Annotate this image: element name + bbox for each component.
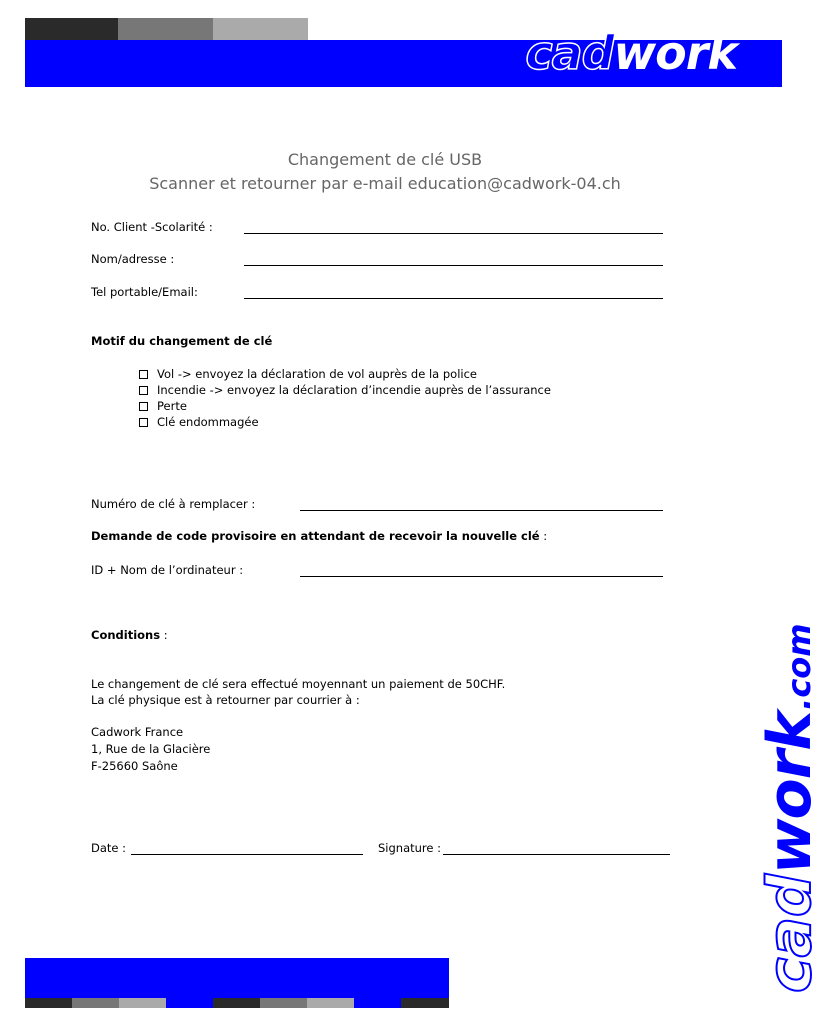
conditions-heading-text: Conditions — [91, 628, 161, 642]
side-logo-work-text: work — [755, 711, 825, 874]
conditions-heading-colon: : — [160, 628, 168, 642]
option-incendie[interactable] — [139, 382, 551, 398]
field-label-client: No. Client -Scolarité : — [91, 220, 213, 234]
option-label: Incendie -> envoyez la déclaration d’incendie auprès de l’assurance — [157, 383, 551, 397]
id-ordinateur-label: ID + Nom de l’ordinateur : — [91, 563, 244, 577]
motif-heading: Motif du changement de clé — [91, 334, 273, 348]
address-street: 1, Rue de la Glacière — [91, 742, 211, 756]
footer-color-strip — [25, 998, 449, 1008]
demande-code-colon: : — [539, 529, 548, 543]
field-label-nom: Nom/adresse : — [91, 252, 175, 266]
field-label-tel: Tel portable/Email: — [91, 285, 198, 299]
strip-segment — [25, 18, 118, 40]
signature-label: Signature : — [378, 841, 442, 855]
logo-cad-text: cad — [525, 26, 614, 80]
option-cle-endommagee[interactable] — [139, 414, 551, 430]
tel-input-line[interactable] — [244, 284, 663, 299]
numero-cle-label: Numéro de clé à remplacer : — [91, 497, 256, 511]
demande-code-label — [91, 528, 547, 544]
option-vol[interactable] — [139, 366, 551, 382]
option-label: Clé endommagée — [157, 415, 259, 429]
date-input-line[interactable] — [131, 840, 363, 855]
footer-banner — [25, 958, 449, 998]
strip-segment — [25, 998, 72, 1008]
option-label: Vol -> envoyez la déclaration de vol auprès de la police — [157, 367, 477, 381]
strip-segment — [166, 998, 213, 1008]
motif-options — [139, 366, 551, 430]
checkbox[interactable] — [139, 386, 148, 395]
id-ordinateur-input-line[interactable] — [300, 562, 663, 577]
strip-segment — [401, 998, 449, 1008]
strip-segment — [213, 18, 308, 40]
side-logo-com-text: .com — [780, 623, 818, 710]
checkbox[interactable] — [139, 370, 148, 379]
strip-segment — [72, 998, 119, 1008]
strip-segment — [213, 998, 260, 1008]
conditions-line-1: Le changement de clé sera effectué moyennant un paiement de 50CHF. — [91, 677, 506, 691]
date-label: Date : — [91, 841, 127, 855]
strip-segment — [119, 998, 166, 1008]
checkbox[interactable] — [139, 418, 148, 427]
demande-code-text: Demande de code provisoire en attendant de recevoir la nouvelle clé — [91, 529, 540, 543]
cadwork-logo — [525, 26, 750, 80]
option-label: Perte — [157, 399, 187, 413]
nom-input-line[interactable] — [244, 251, 663, 266]
signature-input-line[interactable] — [443, 840, 670, 855]
registered-mark: ® — [739, 29, 750, 43]
strip-segment — [307, 998, 354, 1008]
client-input-line[interactable] — [244, 219, 663, 234]
document-title: Changement de clé USB — [287, 150, 483, 169]
document-subtitle: Scanner et retourner par e-mail education@cadwork-04.ch — [149, 174, 621, 193]
side-logo-cad-text: cad — [755, 873, 825, 993]
strip-segment — [118, 18, 213, 40]
checkbox[interactable] — [139, 402, 148, 411]
address-city: F-25660 Saône — [91, 759, 178, 773]
conditions-line-2: La clé physique est à retourner par courrier à : — [91, 693, 360, 707]
numero-cle-input-line[interactable] — [300, 496, 663, 511]
conditions-heading — [91, 627, 168, 643]
option-perte[interactable] — [139, 398, 551, 414]
strip-segment — [354, 998, 401, 1008]
address-name: Cadwork France — [91, 725, 184, 739]
strip-segment — [260, 998, 307, 1008]
logo-work-text: work — [613, 26, 737, 80]
side-cadwork-logo — [755, 623, 825, 993]
